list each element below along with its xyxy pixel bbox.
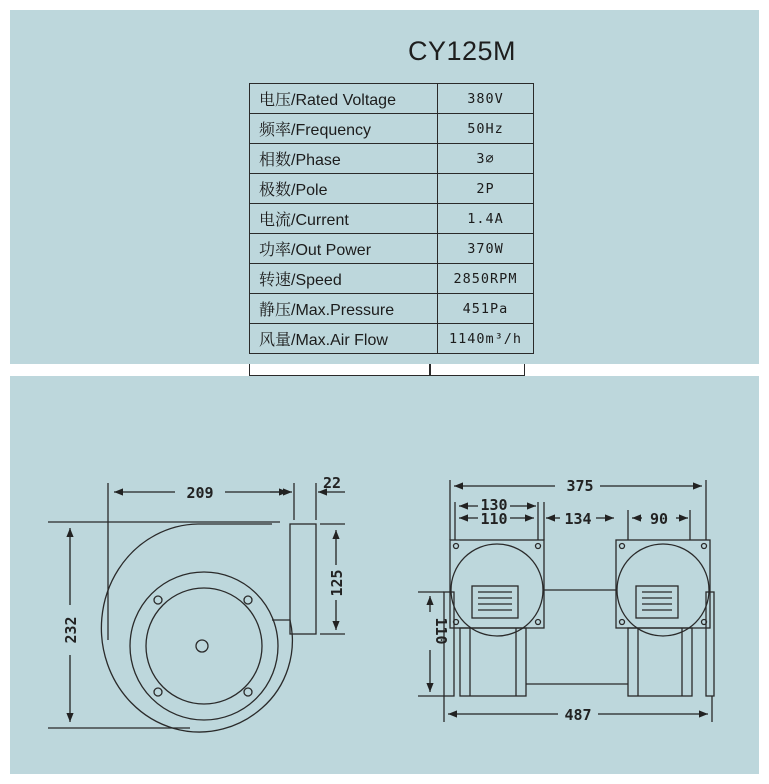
impeller-inner (146, 588, 262, 704)
spec-value: 50Hz (438, 114, 534, 144)
dim-outlet-height: 125 (328, 569, 346, 597)
spec-label: 功率/Out Power (250, 234, 438, 264)
bolt-hole (244, 596, 252, 604)
spec-label: 转速/Speed (250, 264, 438, 294)
spec-value: 380V (438, 84, 534, 114)
volute-housing (101, 524, 292, 732)
spec-label: 极数/Pole (250, 174, 438, 204)
dim-right-inner: 90 (649, 510, 669, 528)
bolt-hole (154, 688, 162, 696)
left-inlet (451, 544, 543, 636)
dim-width: 209 (186, 484, 214, 502)
spec-label: 频率/Frequency (250, 114, 438, 144)
side-dimensions (70, 492, 345, 722)
spec-value: 1.4A (438, 204, 534, 234)
right-flange (616, 540, 710, 628)
spec-label: 风量/Max.Air Flow (250, 324, 438, 354)
bolt-hole (154, 596, 162, 604)
dim-outlet: 22 (322, 474, 342, 492)
spec-value: 2850RPM (438, 264, 534, 294)
right-outlet (636, 586, 678, 618)
dim-height: 232 (62, 616, 80, 644)
shaft-hub (196, 640, 208, 652)
dim-left-inner: 110 (480, 510, 508, 528)
side-view (48, 483, 345, 732)
dim-base: 487 (564, 706, 592, 724)
spec-label: 电压/Rated Voltage (250, 84, 438, 114)
left-outlet (472, 586, 518, 618)
spec-value: 370W (438, 234, 534, 264)
spec-value: 3∅ (438, 144, 534, 174)
spec-value: 2P (438, 174, 534, 204)
spec-value: 1140m³/h (438, 324, 534, 354)
outlet-flange (290, 524, 316, 634)
dim-left-flange: 130 (480, 496, 508, 514)
model-title: CY125M (408, 36, 517, 66)
dim-gap: 134 (564, 510, 592, 528)
dim-total: 375 (566, 477, 594, 495)
spec-label: 相数/Phase (250, 144, 438, 174)
spec-label: 电流/Current (250, 204, 438, 234)
spec-value: 451Pa (438, 294, 534, 324)
dim-side-height: 110 (432, 617, 450, 645)
impeller-outer (130, 572, 278, 720)
spec-label: 静压/Max.Pressure (250, 294, 438, 324)
bolt-hole (244, 688, 252, 696)
left-flange (450, 540, 544, 628)
right-inlet (617, 544, 709, 636)
